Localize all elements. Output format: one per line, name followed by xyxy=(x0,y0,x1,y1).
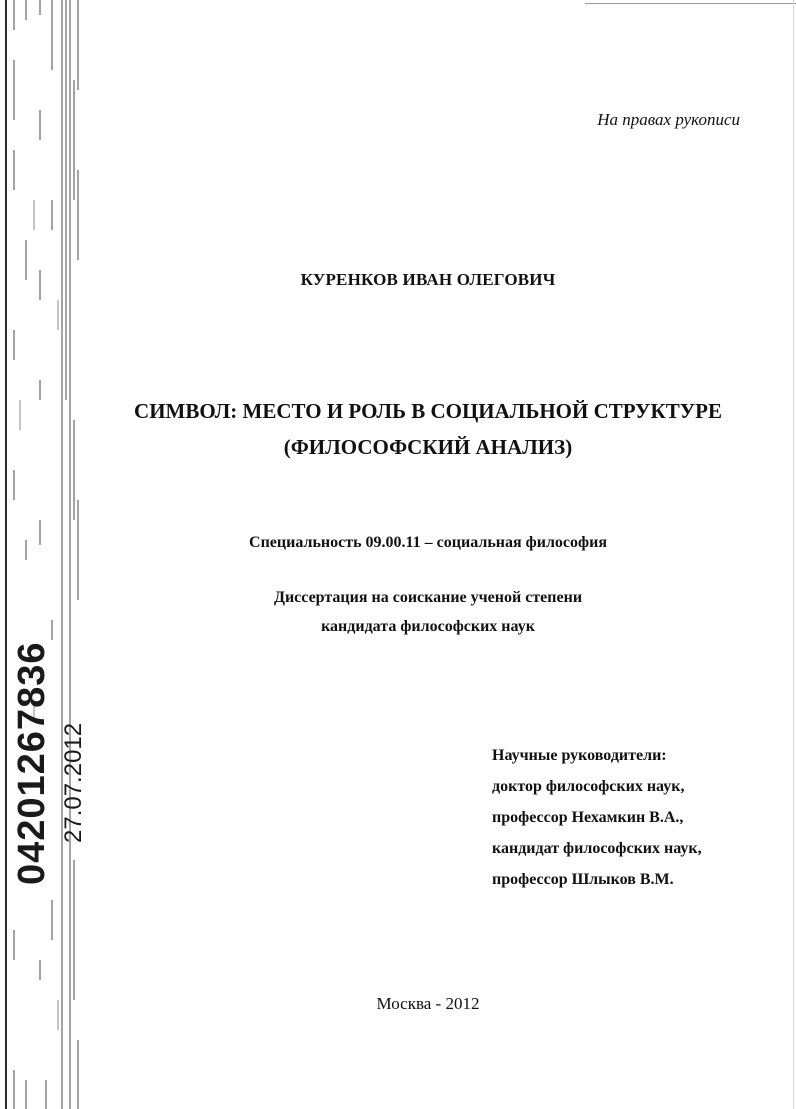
archive-stamp-date: 27.07.2012 xyxy=(60,722,87,843)
city-year: Москва - 2012 xyxy=(376,994,480,1013)
right-scan-edge xyxy=(793,0,794,1109)
supervisor-line: профессор Нехамкин В.А., xyxy=(492,809,684,826)
supervisors-heading: Научные руководители: xyxy=(492,747,667,764)
archive-stamp-number: 04201267836 xyxy=(11,641,53,885)
top-scan-rule xyxy=(585,3,796,4)
scan-artifact-lines xyxy=(0,0,90,1109)
supervisors-block xyxy=(492,740,702,895)
specialty-line: Специальность 09.00.11 – социальная философия xyxy=(249,534,607,551)
supervisor-line: кандидат философских наук, xyxy=(492,840,702,857)
dissertation-title xyxy=(0,393,796,465)
supervisor-line: профессор Шлыков В.М. xyxy=(492,871,674,888)
manuscript-note: На правах рукописи xyxy=(597,110,740,129)
author-name: КУРЕНКОВ ИВАН ОЛЕГОВИЧ xyxy=(300,270,556,289)
title-line-1: СИМВОЛ: МЕСТО И РОЛЬ В СОЦИАЛЬНОЙ СТРУКТУРЕ xyxy=(134,399,722,423)
degree-line-1: Диссертация на соискание ученой степени xyxy=(273,589,583,606)
supervisor-line: доктор философских наук, xyxy=(492,778,685,795)
title-line-2: (ФИЛОСОФСКИЙ АНАЛИЗ) xyxy=(283,435,573,459)
degree-statement xyxy=(0,583,796,641)
degree-line-2: кандидата философских наук xyxy=(321,618,535,635)
